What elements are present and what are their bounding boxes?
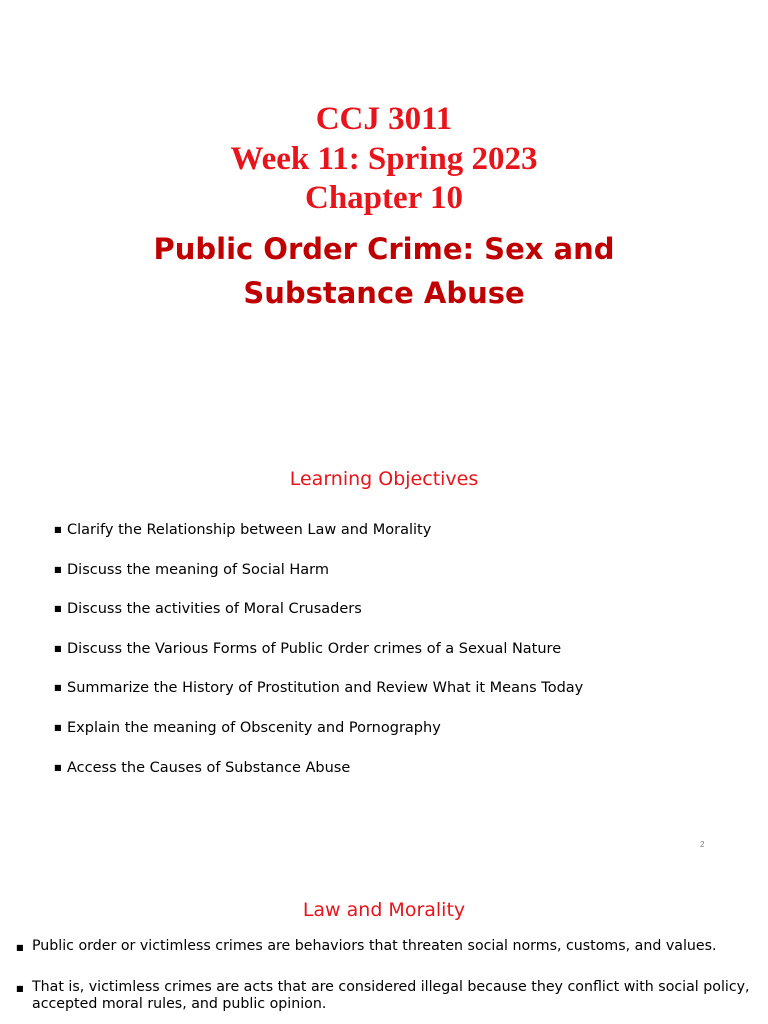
objective-text: Discuss the activities of Moral Crusaders: [67, 601, 362, 618]
chapter-label: Chapter 10: [305, 180, 463, 216]
objective-item: [54, 520, 583, 560]
law-and-morality-slide: [0, 864, 768, 1024]
square-bullet-icon: ■: [54, 604, 62, 614]
slide-title-line-1: Public Order Crime: Sex and: [153, 232, 615, 266]
list-item: [16, 979, 756, 1013]
objective-item: [54, 678, 583, 718]
learning-objectives-heading: Learning Objectives: [289, 468, 479, 490]
objective-text: Discuss the meaning of Social Harm: [67, 561, 329, 578]
week-label: Week 11: Spring 2023: [230, 141, 538, 177]
point-text: That is, victimless crimes are acts that are considered illegal because they conflict with social policy, accepted moral rules, and public opinion.: [32, 979, 750, 1012]
objective-text: Explain the meaning of Obscenity and Pornography: [67, 719, 441, 736]
learning-objectives-slide: [0, 432, 768, 864]
objective-item: [54, 639, 583, 679]
objectives-list: [54, 520, 583, 797]
objective-item: [54, 718, 583, 758]
square-bullet-icon: ■: [54, 525, 62, 534]
square-bullet-icon: ■: [16, 984, 24, 993]
objective-item: [54, 599, 583, 639]
square-bullet-icon: ■: [16, 943, 24, 952]
title-slide: [0, 0, 768, 432]
objective-item: [54, 560, 583, 600]
objective-text: Discuss the Various Forms of Public Order crimes of a Sexual Nature: [67, 640, 562, 657]
objective-text: Clarify the Relationship between Law and Morality: [67, 522, 432, 538]
objective-item: [54, 758, 583, 798]
objective-text: Access the Causes of Substance Abuse: [67, 759, 351, 776]
square-bullet-icon: ■: [54, 722, 62, 732]
point-text: Public order or victimless crimes are behaviors that threaten social norms, customs, and values.: [32, 938, 717, 954]
page-number: 2: [700, 840, 705, 849]
course-code: CCJ 3011: [315, 101, 453, 137]
law-and-morality-heading: Law and Morality: [302, 899, 466, 921]
square-bullet-icon: ■: [54, 762, 62, 772]
square-bullet-icon: ■: [54, 564, 62, 574]
square-bullet-icon: ■: [54, 643, 62, 653]
list-item: [16, 938, 756, 955]
law-and-morality-points: [16, 938, 756, 1013]
square-bullet-icon: ■: [54, 683, 62, 693]
slide-title-line-2: Substance Abuse: [243, 276, 525, 310]
objective-text: Summarize the History of Prostitution and Review What it Means Today: [67, 680, 584, 697]
